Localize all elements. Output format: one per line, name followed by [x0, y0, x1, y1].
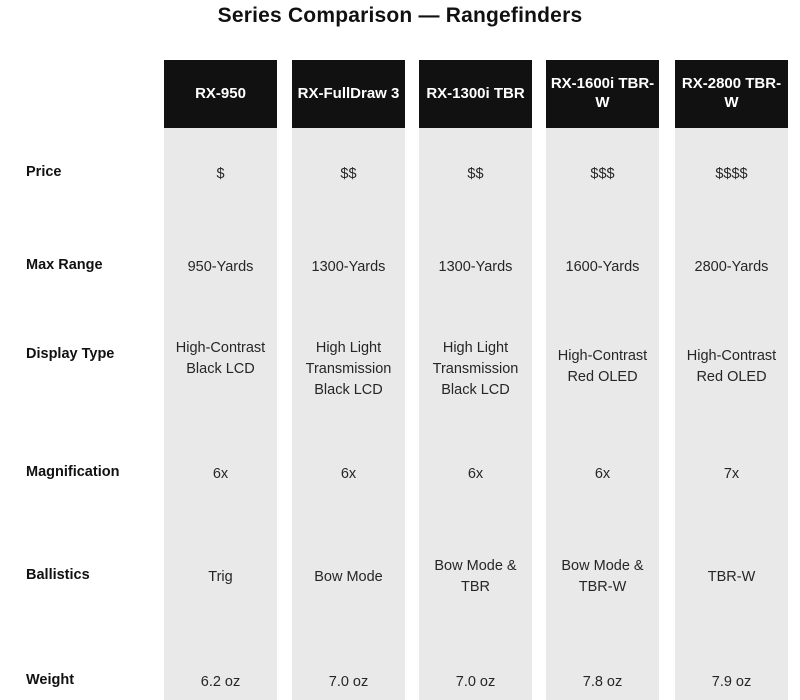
cell-max-range-rx-950: 950-Yards — [187, 259, 254, 275]
cell-magnification-rx-950: 6x — [212, 466, 229, 482]
cell-ballistics-rx-1300i-tbr: Bow Mode & TBR — [434, 558, 517, 596]
cell-weight-rx-1300i-tbr: 7.0 oz — [455, 674, 496, 690]
cell-weight-rx-fulldraw-3: 7.0 oz — [328, 674, 369, 690]
cell-weight-rx-950: 6.2 oz — [200, 674, 241, 690]
table-row — [0, 322, 800, 432]
cell-display-type-rx-950: High-Contrast Black LCD — [175, 340, 266, 378]
cell-magnification-rx-1300i-tbr: 6x — [467, 466, 484, 482]
cell-weight-rx-2800-tbr-w: 7.9 oz — [711, 674, 752, 690]
table-row — [0, 128, 800, 224]
cell-price-rx-1300i-tbr: $$ — [467, 166, 484, 182]
column-header-rx-1300i-tbr[interactable]: RX-1300i TBR — [419, 60, 532, 128]
cell-price-rx-950: $ — [216, 166, 225, 182]
row-label-display-type: Display Type — [26, 346, 115, 362]
column-header-rx-2800-tbr-w[interactable]: RX-2800 TBR-W — [675, 60, 788, 128]
cell-ballistics-rx-950: Trig — [208, 569, 233, 585]
column-header-rx-1600i-tbr-w[interactable]: RX-1600i TBR-W — [546, 60, 659, 128]
cell-magnification-rx-1600i-tbr-w: 6x — [594, 466, 611, 482]
page-title: Series Comparison — Rangefinders — [217, 4, 583, 27]
cell-price-rx-2800-tbr-w: $$$$ — [715, 166, 748, 182]
cell-ballistics-rx-1600i-tbr-w: Bow Mode & TBR-W — [561, 558, 644, 596]
cell-max-range-rx-1600i-tbr-w: 1600-Yards — [565, 259, 640, 275]
column-header-rx-950[interactable]: RX-950 — [164, 60, 277, 128]
table-row — [0, 432, 800, 528]
column-header-rx-fulldraw-3[interactable]: RX-FullDraw 3 — [292, 60, 405, 128]
cell-max-range-rx-2800-tbr-w: 2800-Yards — [694, 259, 769, 275]
row-label-magnification: Magnification — [26, 464, 120, 480]
row-label-ballistics: Ballistics — [26, 567, 90, 583]
row-label-price: Price — [26, 164, 62, 180]
cell-display-type-rx-1300i-tbr: High Light Transmission Black LCD — [432, 340, 519, 399]
table-row — [0, 224, 800, 322]
cell-display-type-rx-fulldraw-3: High Light Transmission Black LCD — [305, 340, 392, 399]
cell-max-range-rx-fulldraw-3: 1300-Yards — [311, 259, 386, 275]
row-label-max-range: Max Range — [26, 257, 103, 273]
cell-weight-rx-1600i-tbr-w: 7.8 oz — [582, 674, 623, 690]
cell-display-type-rx-2800-tbr-w: High-Contrast Red OLED — [686, 348, 777, 386]
cell-max-range-rx-1300i-tbr: 1300-Yards — [438, 259, 513, 275]
table-row — [0, 528, 800, 636]
cell-price-rx-1600i-tbr-w: $$$ — [590, 166, 615, 182]
cell-ballistics-rx-fulldraw-3: Bow Mode — [314, 569, 383, 585]
cell-display-type-rx-1600i-tbr-w: High-Contrast Red OLED — [557, 348, 648, 386]
row-label-weight: Weight — [26, 672, 75, 688]
table-row — [0, 636, 800, 700]
cell-magnification-rx-2800-tbr-w: 7x — [723, 466, 740, 482]
cell-price-rx-fulldraw-3: $$ — [340, 166, 357, 182]
cell-ballistics-rx-2800-tbr-w: TBR-W — [707, 569, 756, 585]
cell-magnification-rx-fulldraw-3: 6x — [340, 466, 357, 482]
